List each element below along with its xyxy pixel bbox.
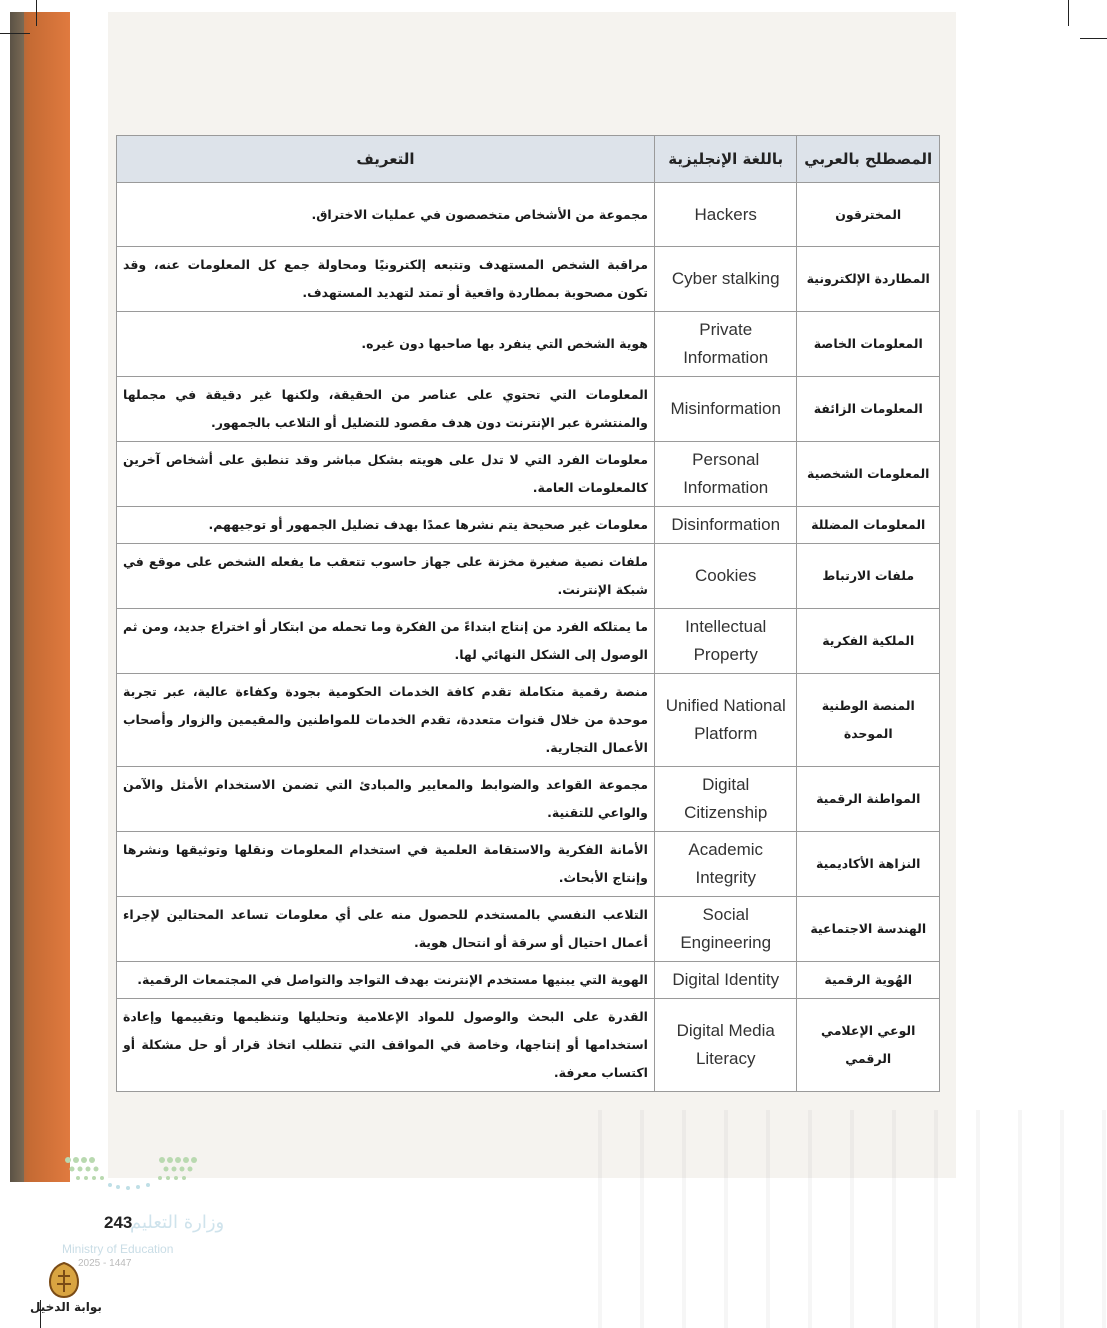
english-term-cell: Digital Media Literacy	[654, 999, 797, 1092]
table-row	[117, 897, 940, 962]
english-term-cell: Intellectual Property	[654, 609, 797, 674]
edition-year: 2025 - 1447	[78, 1258, 132, 1269]
table-row	[117, 377, 940, 442]
definition-cell: التلاعب النفسي بالمستخدم للحصول منه على أي معلومات تساعد المحتالين لإجراء أعمال احتيال أو سرقة أو انتحال هوية.	[117, 897, 655, 962]
arabic-term-cell: المعلومات المضللة	[797, 507, 940, 544]
table-row	[117, 312, 940, 377]
table-row	[117, 767, 940, 832]
table-row	[117, 247, 940, 312]
arabic-term-cell: الوعي الإعلامي الرقمي	[797, 999, 940, 1092]
arabic-term-cell: المعلومات الزائفة	[797, 377, 940, 442]
arabic-term-cell: المعلومات الشخصية	[797, 442, 940, 507]
english-term-cell: Personal Information	[654, 442, 797, 507]
english-term-cell: Unified National Platform	[654, 674, 797, 767]
background-pattern	[560, 1110, 1107, 1328]
table-body	[117, 183, 940, 1092]
arabic-term-cell: الهُوية الرقمية	[797, 962, 940, 999]
english-term-cell: Academic Integrity	[654, 832, 797, 897]
ministry-name-english: Ministry of Education	[62, 1242, 174, 1256]
definition-cell: المعلومات التي تحتوي على عناصر من الحقيقة، ولكنها غير دقيقة في مجملها والمنتشرة عبر الإنترنت دون هدف مقصود للتضليل أو التلاعب بالجمهور.	[117, 377, 655, 442]
english-term-cell: Disinformation	[654, 507, 797, 544]
definition-cell: ما يمتلكه الفرد من إنتاج ابتداءً من الفكرة وما تحمله من ابتكار أو اختراع جديد، ومن ثم الوصول إلى الشكل النهائي لها.	[117, 609, 655, 674]
portal-logo-icon	[44, 1260, 84, 1300]
header-english: باللغة الإنجليزية	[654, 136, 797, 183]
definition-cell: معلومات الفرد التي لا تدل على هويته بشكل مباشر وقد تنطبق على أشخاص آخرين كالمعلومات العامة.	[117, 442, 655, 507]
definition-cell: الأمانة الفكرية والاستقامة العلمية في استخدام المعلومات ونقلها وتوثيقها ونشرها وإنتاج الأبحاث.	[117, 832, 655, 897]
crop-mark	[1068, 0, 1069, 26]
definition-cell: هوية الشخص التي ينفرد بها صاحبها دون غيره.	[117, 312, 655, 377]
decorative-side-band	[10, 12, 70, 1182]
crop-mark	[1080, 38, 1107, 39]
definition-cell: مراقبة الشخص المستهدف وتتبعه إلكترونيًا ومحاولة جمع كل المعلومات عنه، وقد تكون مصحوبة بمطاردة واقعية أو تمتد لتهديد المستهدف.	[117, 247, 655, 312]
arabic-term-cell: الهندسة الاجتماعية	[797, 897, 940, 962]
table-row	[117, 544, 940, 609]
arabic-term-cell: النزاهة الأكاديمية	[797, 832, 940, 897]
table-row	[117, 674, 940, 767]
table-row	[117, 832, 940, 897]
table-row	[117, 442, 940, 507]
english-term-cell: Private Information	[654, 312, 797, 377]
definition-cell: مجموعة القواعد والضوابط والمعايير والمبادئ التي تضمن الاستخدام الأمثل والآمن والواعي للتقنية.	[117, 767, 655, 832]
header-definition: التعريف	[117, 136, 655, 183]
definition-cell: القدرة على البحث والوصول للمواد الإعلامية وتحليلها وتنظيمها وتقييمها وإعادة استخدامها أو إنتاجها، وخاصة في المواقف التي تتطلب اتخاذ قرار أو حل مشكلة أو اكتساب معرفة.	[117, 999, 655, 1092]
crop-mark	[36, 0, 37, 26]
definition-cell: منصة رقمية متكاملة تقدم كافة الخدمات الحكومية بجودة وكفاءة عالية، عبر تجربة موحدة من خلال قنوات متعددة، تقدم الخدمات للمواطنين والمقيمين والزوار وأصحاب الأعمال التجارية.	[117, 674, 655, 767]
english-term-cell: Digital Citizenship	[654, 767, 797, 832]
arabic-term-cell: المنصة الوطنية الموحدة	[797, 674, 940, 767]
definition-cell: معلومات غير صحيحة يتم نشرها عمدًا بهدف تضليل الجمهور أو توجيههم.	[117, 507, 655, 544]
definition-cell: الهوية التي يبنيها مستخدم الإنترنت بهدف التواجد والتواصل في المجتمعات الرقمية.	[117, 962, 655, 999]
arabic-term-cell: المعلومات الخاصة	[797, 312, 940, 377]
arabic-term-cell: ملفات الارتباط	[797, 544, 940, 609]
crop-mark	[0, 33, 30, 34]
header-arabic-term: المصطلح بالعربي	[797, 136, 940, 183]
table-row	[117, 999, 940, 1092]
portal-name: بوابة الدخيل	[30, 1300, 102, 1314]
arabic-term-cell: المطاردة الإلكترونية	[797, 247, 940, 312]
ministry-name-arabic: وزارة التعليم	[130, 1212, 225, 1233]
arabic-term-cell: الملكية الفكرية	[797, 609, 940, 674]
table-row	[117, 507, 940, 544]
definition-cell: ملفات نصية صغيرة مخزنة على جهاز حاسوب تتعقب ما يفعله الشخص على موقع في شبكة الإنترنت.	[117, 544, 655, 609]
definition-cell: مجموعة من الأشخاص متخصصون في عمليات الاختراق.	[117, 183, 655, 247]
arabic-term-cell: المخترقون	[797, 183, 940, 247]
english-term-cell: Social Engineering	[654, 897, 797, 962]
table-row	[117, 962, 940, 999]
terms-table	[116, 135, 940, 1092]
table-row	[117, 183, 940, 247]
english-term-cell: Hackers	[654, 183, 797, 247]
english-term-cell: Digital Identity	[654, 962, 797, 999]
english-term-cell: Misinformation	[654, 377, 797, 442]
english-term-cell: Cyber stalking	[654, 247, 797, 312]
english-term-cell: Cookies	[654, 544, 797, 609]
page-number: 243	[104, 1213, 133, 1232]
table-row	[117, 609, 940, 674]
ministry-logo-icon	[62, 1155, 197, 1195]
arabic-term-cell: المواطنة الرقمية	[797, 767, 940, 832]
